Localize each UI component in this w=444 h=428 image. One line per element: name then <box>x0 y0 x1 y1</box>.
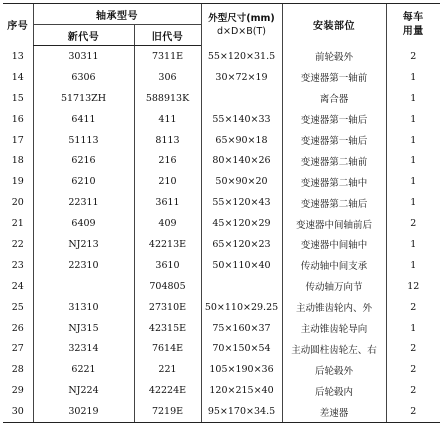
old-code-cell: 306 <box>134 67 201 88</box>
quantity-cell: 1 <box>386 171 440 192</box>
quantity-cell: 2 <box>386 338 440 359</box>
new-code-cell: NJ315 <box>33 318 134 339</box>
table-row <box>3 213 440 234</box>
quantity-cell: 2 <box>386 380 440 401</box>
quantity-cell: 2 <box>386 359 440 380</box>
table-row <box>3 171 440 192</box>
quantity-header <box>386 4 440 46</box>
position-cell: 差速器 <box>282 401 386 422</box>
table-row <box>3 255 440 276</box>
dimensions-title: 外型尺寸(mm) <box>208 12 275 24</box>
dimensions-cell: 55×120×43 <box>201 192 282 213</box>
seq-cell: 19 <box>11 176 24 188</box>
old-code-cell: 3610 <box>134 255 201 276</box>
quantity-cell: 1 <box>386 255 440 276</box>
seq-cell: 29 <box>11 385 24 397</box>
quantity-cell: 2 <box>386 297 440 318</box>
dimensions-cell: 75×160×37 <box>201 318 282 339</box>
table-row <box>3 67 440 88</box>
position-cell: 变速器第二轴中 <box>282 171 386 192</box>
new-code-header: 新代号 <box>33 25 134 46</box>
position-cell: 变速器中间轴前后 <box>282 213 386 234</box>
seq-cell: 20 <box>11 197 24 209</box>
quantity-cell: 1 <box>386 67 440 88</box>
seq-cell: 28 <box>11 364 24 376</box>
old-code-cell: 210 <box>134 171 201 192</box>
new-code-cell: 30219 <box>33 401 134 422</box>
dimensions-header <box>201 4 282 46</box>
new-code-cell: NJ224 <box>33 380 134 401</box>
dimensions-cell: 70×150×54 <box>201 338 282 359</box>
table-row <box>3 46 440 67</box>
seq-cell: 18 <box>11 155 24 167</box>
dimensions-cell <box>201 88 282 109</box>
dimensions-subtitle: d×D×B(T) <box>217 25 266 37</box>
seq-cell: 14 <box>11 71 24 83</box>
position-cell: 主动锥齿轮导向 <box>282 318 386 339</box>
table-row <box>3 297 440 318</box>
position-cell: 变速器第一轴前 <box>282 67 386 88</box>
table-row <box>3 109 440 130</box>
dimensions-cell: 65×90×18 <box>201 130 282 151</box>
old-code-cell: 221 <box>134 359 201 380</box>
new-code-cell: 30311 <box>33 46 134 67</box>
seq-cell: 30 <box>3 401 33 422</box>
quantity-cell: 12 <box>386 276 440 297</box>
new-code-cell: 6306 <box>33 67 134 88</box>
position-cell: 离合器 <box>282 88 386 109</box>
position-cell: 后轮毂内 <box>282 380 386 401</box>
position-cell: 后轮毂外 <box>282 359 386 380</box>
quantity-cell: 1 <box>386 150 440 171</box>
position-cell: 传动轴中间支承 <box>282 255 386 276</box>
new-code-cell: NJ213 <box>33 234 134 255</box>
new-code-cell: 6221 <box>33 359 134 380</box>
quantity-header-line2: 用量 <box>402 25 424 37</box>
quantity-cell: 1 <box>386 88 440 109</box>
old-code-cell: 411 <box>134 109 201 130</box>
quantity-cell: 1 <box>386 318 440 339</box>
seq-cell: 25 <box>11 301 24 313</box>
position-cell: 变速器第二轴前 <box>282 150 386 171</box>
seq-cell: 24 <box>11 280 24 292</box>
dimensions-cell: 105×190×36 <box>201 359 282 380</box>
position-cell: 主动圆柱齿轮左、右 <box>282 338 386 359</box>
seq-cell: 27 <box>11 343 24 355</box>
new-code-cell: 6216 <box>33 150 134 171</box>
dimensions-cell: 45×120×29 <box>201 213 282 234</box>
seq-cell: 15 <box>11 92 24 104</box>
dimensions-cell: 65×120×23 <box>201 234 282 255</box>
new-code-cell: 22310 <box>33 255 134 276</box>
position-cell: 前轮毂外 <box>282 46 386 67</box>
old-code-cell: 7311E <box>134 46 201 67</box>
quantity-header-line1: 每车 <box>402 11 424 23</box>
quantity-cell: 1 <box>386 109 440 130</box>
position-header: 安装部位 <box>282 4 386 46</box>
position-cell: 传动轴万向节 <box>282 276 386 297</box>
old-code-cell: 42315E <box>134 318 201 339</box>
seq-cell: 26 <box>11 322 24 334</box>
old-code-cell: 216 <box>134 150 201 171</box>
dimensions-cell: 50×110×40 <box>201 255 282 276</box>
seq-cell: 22 <box>11 238 24 250</box>
dimensions-cell: 95×170×34.5 <box>201 401 282 422</box>
old-code-cell: 704805 <box>134 276 201 297</box>
seq-cell: 16 <box>11 113 24 125</box>
seq-header: 序号 <box>3 4 33 46</box>
new-code-cell: 6411 <box>33 109 134 130</box>
table-row <box>3 192 440 213</box>
bearing-table <box>3 3 440 423</box>
position-cell: 变速器第一轴后 <box>282 130 386 151</box>
table-row <box>3 150 440 171</box>
old-code-header: 旧代号 <box>134 25 201 46</box>
dimensions-cell <box>201 276 282 297</box>
new-code-cell: 32314 <box>33 338 134 359</box>
old-code-cell: 8113 <box>134 130 201 151</box>
table-row <box>3 359 440 380</box>
position-cell: 主动锥齿轮内、外 <box>282 297 386 318</box>
old-code-cell: 27310E <box>134 297 201 318</box>
new-code-cell: 51713ZH <box>33 88 134 109</box>
dimensions-cell: 80×140×26 <box>201 150 282 171</box>
dimensions-cell: 50×90×20 <box>201 171 282 192</box>
table-row <box>3 338 440 359</box>
new-code-cell: 6210 <box>33 171 134 192</box>
table-row <box>3 380 440 401</box>
old-code-cell: 42213E <box>134 234 201 255</box>
table-row <box>3 88 440 109</box>
dimensions-cell: 55×120×31.5 <box>201 46 282 67</box>
table-row <box>3 276 440 297</box>
new-code-cell: 51113 <box>33 130 134 151</box>
bearing-model-header: 轴承型号 <box>33 4 201 25</box>
seq-cell: 13 <box>11 50 24 62</box>
quantity-cell: 2 <box>386 46 440 67</box>
table-row <box>3 401 440 422</box>
quantity-cell: 1 <box>386 234 440 255</box>
position-cell: 变速器中间轴中 <box>282 234 386 255</box>
seq-cell: 17 <box>11 134 24 146</box>
old-code-cell: 7614E <box>134 338 201 359</box>
table-row <box>3 234 440 255</box>
dimensions-cell: 30×72×19 <box>201 67 282 88</box>
table-row <box>3 318 440 339</box>
dimensions-cell: 55×140×33 <box>201 109 282 130</box>
new-code-cell <box>33 276 134 297</box>
position-cell: 变速器第一轴后 <box>282 109 386 130</box>
new-code-cell: 6409 <box>33 213 134 234</box>
new-code-cell: 22311 <box>33 192 134 213</box>
position-cell: 变速器第二轴后 <box>282 192 386 213</box>
old-code-cell: 588913K <box>134 88 201 109</box>
quantity-cell: 2 <box>386 213 440 234</box>
old-code-cell: 3611 <box>134 192 201 213</box>
quantity-cell: 1 <box>386 130 440 151</box>
quantity-cell: 1 <box>386 192 440 213</box>
seq-cell: 23 <box>11 259 24 271</box>
old-code-cell: 409 <box>134 213 201 234</box>
dimensions-cell: 120×215×40 <box>201 380 282 401</box>
old-code-cell: 42224E <box>134 380 201 401</box>
new-code-cell: 31310 <box>33 297 134 318</box>
table-row <box>3 130 440 151</box>
old-code-cell: 7219E <box>134 401 201 422</box>
seq-cell: 21 <box>11 218 24 230</box>
dimensions-cell: 50×110×29.25 <box>201 297 282 318</box>
quantity-cell: 2 <box>386 401 440 422</box>
